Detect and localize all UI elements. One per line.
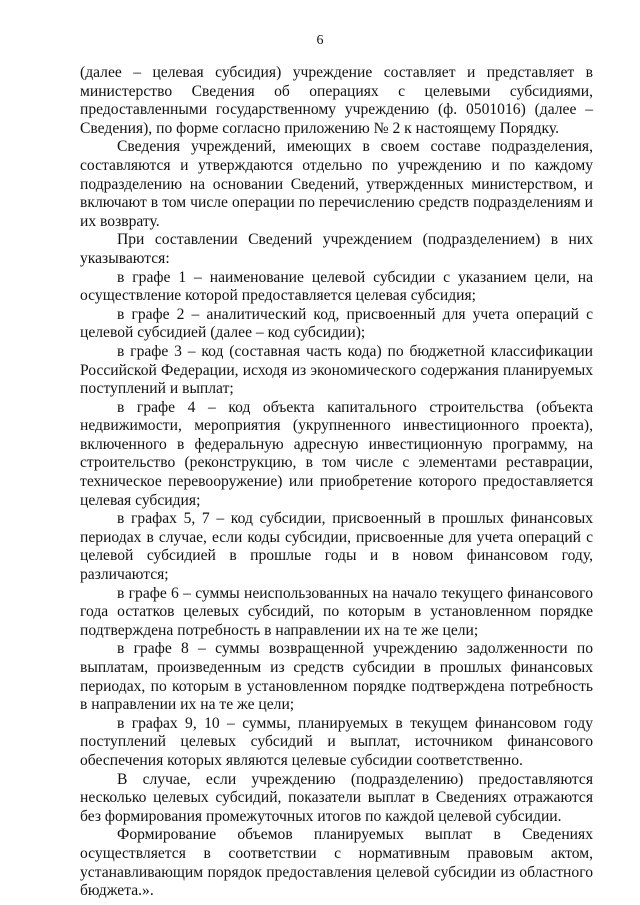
paragraph-reports-intro: При составлении Сведений учреждением (подразделением) в них указываются: [80, 231, 593, 267]
paragraph-multiple-subsidies: В случае, если учреждению (подразделению) предоставляются несколько целевых субсидий, показатели выплат в Сведениях отражаются без формирования промежуточных итогов по каждой целевой субсидии. [80, 770, 593, 825]
paragraph-column-4: в графе 4 – код объекта капитального строительства (объекта недвижимости, мероприятия (укрупненного инвестиционного проекта), включенного в федеральную адресную инвестиционную программу, на строительство (реконструкцию, в том числе с элементами реставрации, техническое перевооружение) или приобретение которого предоставляется целевая субсидия; [80, 398, 593, 509]
paragraph-columns-9-10: в графах 9, 10 – суммы, планируемых в текущем финансовом году поступлений целевых субсидий и выплат, источником финансового обеспечения которых являются целевые субсидии соответственно. [80, 714, 593, 769]
paragraph-continuation: (далее – целевая субсидия) учреждение составляет и представляет в министерство Сведения об операциях с целевыми субсидиями, предоставленными государственному учреждению (ф. 0501016) (далее – Сведения), по форме согласно приложению № 2 к настоящему Порядку. [80, 64, 593, 137]
paragraph-column-2: в графе 2 – аналитический код, присвоенный для учета операций с целевой субсидией (далее – код субсидии); [80, 305, 593, 342]
paragraph-column-8: в графе 8 – суммы возвращенной учреждению задолженности по выплатам, произведенным из средств субсидии в прошлых финансовых периодах, по которым в установленном порядке подтверждена потребность в направлении их на те же цели; [80, 640, 593, 714]
paragraph-column-3: в графе 3 – код (составная часть кода) по бюджетной классификации Российской Федерации, исходя из экономического содержания планируемых поступлений и выплат; [80, 342, 593, 398]
paragraph-payment-volumes: Формирование объемов планируемых выплат в Сведениях осуществляется в соответствии с нормативным правовым актом, устанавливающим порядок предоставления целевой субсидии из областного бюджета.». [80, 826, 593, 900]
paragraph-column-1: в графе 1 – наименование целевой субсидии с указанием цели, на осуществление которой предоставляется целевая субсидия; [80, 268, 593, 305]
document-body [80, 64, 593, 901]
paragraph-column-6: в графе 6 – суммы неиспользованных на начало текущего финансового года остатков целевых субсидий, по которым в установленном порядке подтверждена потребность в направлении их на те же цели; [80, 584, 593, 639]
paragraph-subdivision-reports: Сведения учреждений, имеющих в своем составе подразделения, составляются и утверждаются отдельно по учреждению и по каждому подразделению на основании Сведений, утвержденных министерством, и включают в том числе операции по перечислению средств подразделениям и их возврату. [80, 138, 593, 230]
paragraph-columns-5-7: в графах 5, 7 – код субсидии, присвоенный в прошлых финансовых периодах в случае, если коды субсидии, присвоенные для учета операций с целевой субсидией в прошлые годы и в новом финансовом году, различаются; [80, 510, 593, 584]
page-number: 6 [316, 33, 324, 48]
